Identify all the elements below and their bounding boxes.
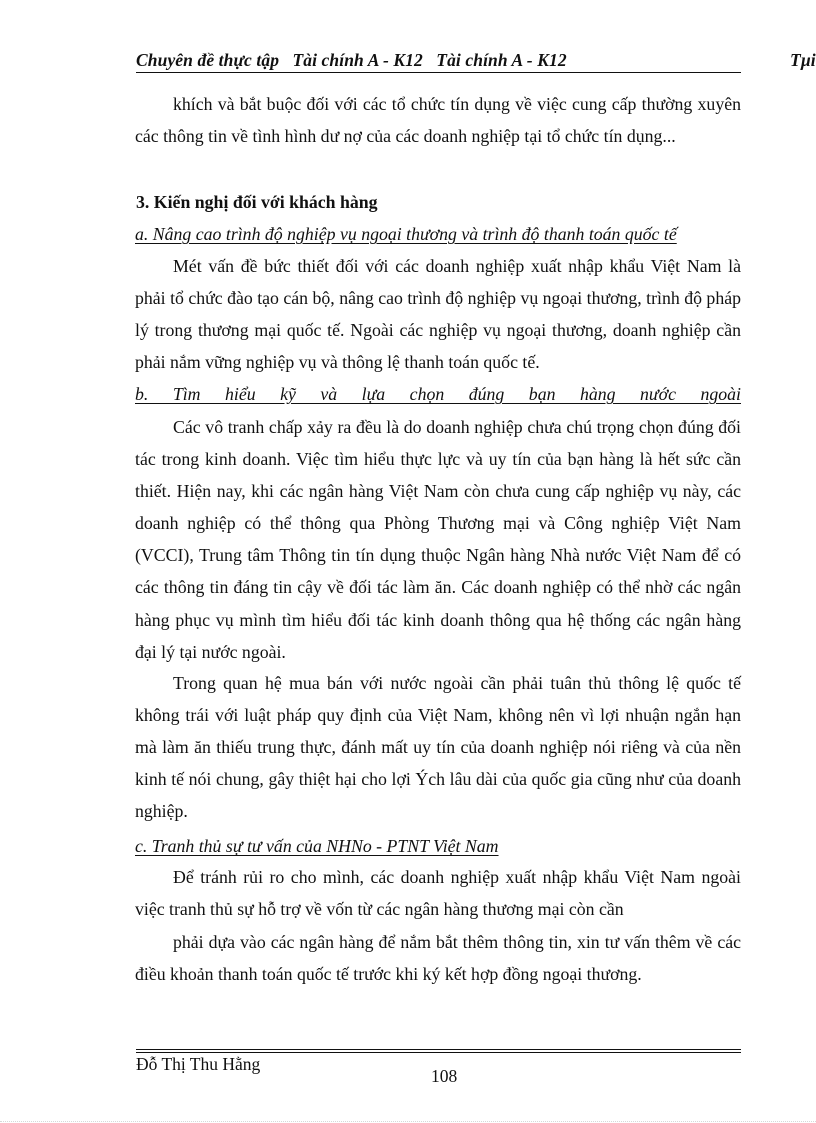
paragraph-1: khích và bắt buộc đối với các tổ chức tín dụng về việc cung cấp thường xuyên các thông tin về tình hình dư nợ của các doanh nghiệp tại tổ chức tín dụng... <box>135 94 741 147</box>
page-bottom-divider <box>0 1121 816 1122</box>
paragraph-3: Các vô tranh chấp xảy ra đều là do doanh nghiệp chưa chú trọng chọn đúng đối tác trong kinh doanh. Việc tìm hiểu thực lực và uy tín của bạn hàng là hết sức cần thiết. Hiện nay, khi các ngân hàng Việt Nam còn chưa cung cấp nghiệp vụ này, các doanh nghiệp có thể thông qua Phòng Thương mại và Công nghiệp Việt Nam (VCCI), Trung tâm Thông tin tín dụng thuộc Ngân hàng Nhà nước Việt Nam để có các thông tin đáng tin cậy về đối tác làm ăn. Các doanh nghiệp có thể nhờ các ngân hàng phục vụ mình tìm hiểu đối tác kinh doanh thông qua hệ thống các ngân hàng đại lý tại nước ngoài. <box>135 417 741 662</box>
subheading-a: a. Nâng cao trình độ nghiệp vụ ngoại thương và trình độ thanh toán quốc tế <box>135 224 677 244</box>
header-rule <box>136 72 741 73</box>
page-number: 108 <box>431 1066 458 1086</box>
footer-author: Đỗ Thị Thu Hằng <box>136 1054 261 1074</box>
header-right-fragment: Tµi <box>790 50 816 70</box>
paragraph-2: Mét vấn đề bức thiết đối với các doanh nghiệp xuất nhập khẩu Việt Nam là phải tổ chức đào tạo cán bộ, nâng cao trình độ nghiệp vụ ngoại thương, trình độ pháp lý trong thương mại quốc tế. Ngoài các nghiệp vụ ngoại thương, doanh nghiệp cần phải nắm vững nghiệp vụ và thông lệ thanh toán quốc tế. <box>135 256 741 373</box>
section-heading-3: 3. Kiến nghị đối với khách hàng <box>136 192 378 212</box>
page-header <box>136 50 816 74</box>
subheading-b: b. Tìm hiểu kỹ và lựa chọn đúng bạn hàng nước ngoài <box>135 384 741 404</box>
footer-rule-bottom <box>136 1052 741 1053</box>
paragraph-5: Để tránh rủi ro cho mình, các doanh nghiệp xuất nhập khẩu Việt Nam ngoài việc tranh thủ sự hỗ trợ về vốn từ các ngân hàng thương mại còn cần <box>135 867 741 920</box>
paragraph-4: Trong quan hệ mua bán với nước ngoài cần phải tuân thủ thông lệ quốc tế không trái với luật pháp quy định của Việt Nam, không nên vì lợi nhuận ngắn hạn mà làm ăn thiếu trung thực, đánh mất uy tín của doanh nghiệp nói riêng và của nền kinh tế nói chung, gây thiệt hại cho lợi Ých lâu dài của quốc gia cũng như của doanh nghiệp. <box>135 673 741 822</box>
footer-rule-top <box>136 1049 741 1050</box>
paragraph-6: phải dựa vào các ngân hàng để nắm bắt thêm thông tin, xin tư vấn thêm về các điều khoản thanh toán quốc tế trước khi ký kết hợp đồng ngoại thương. <box>135 932 741 985</box>
subheading-c: c. Tranh thủ sự tư vấn của NHNo - PTNT Việt Nam <box>135 836 499 856</box>
header-title: Chuyên đề thực tập Tài chính A - K12 Tài chính A - K12 <box>136 50 567 70</box>
